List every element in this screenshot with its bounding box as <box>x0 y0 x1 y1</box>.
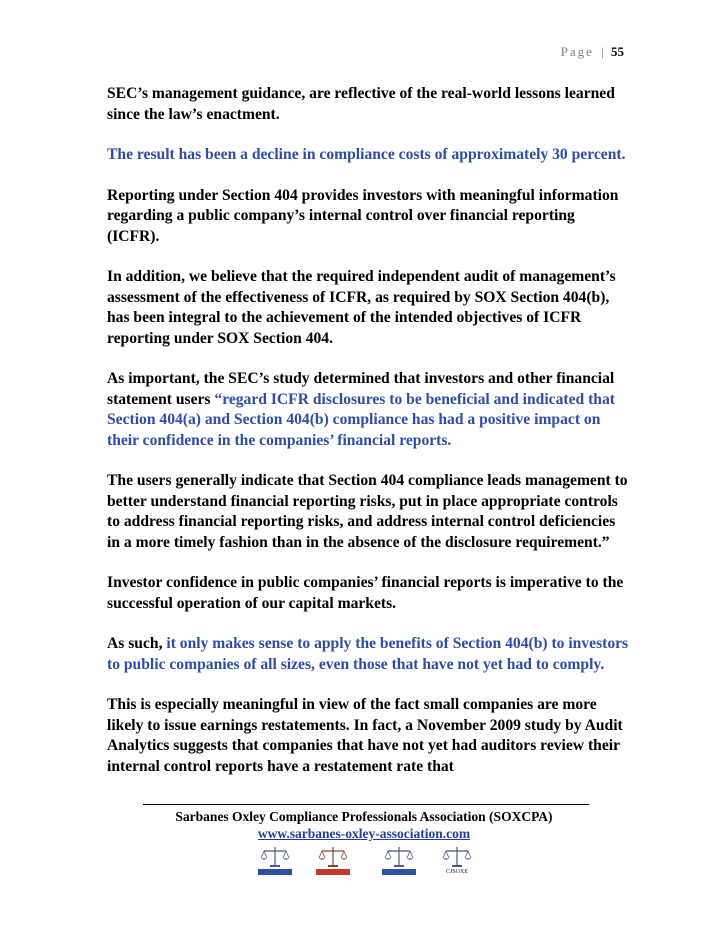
page-header <box>561 44 624 60</box>
page-label: Page <box>560 44 594 59</box>
body-paragraph <box>107 267 629 349</box>
body-paragraph <box>107 573 629 614</box>
paragraph-text: As important, the SEC’s study determined that investors and other financial statement users <box>107 370 615 408</box>
footer-organization: Sarbanes Oxley Compliance Professionals Association (SOXCPA) <box>175 809 553 824</box>
highlighted-text: The result has been a decline in compliance costs of approximately 30 percent. <box>107 146 626 163</box>
scales-icon <box>258 845 292 869</box>
body-paragraph <box>107 145 629 166</box>
page-separator: | <box>601 44 604 59</box>
scale-logo-3 <box>382 845 416 875</box>
paragraph-text: SEC’s management guidance, are reflective of the real-world lessons learned since the law’s enactment. <box>107 85 615 123</box>
scales-icon <box>382 845 416 869</box>
document-body <box>107 84 629 797</box>
body-paragraph <box>107 471 629 553</box>
logo-1-band <box>258 869 292 875</box>
paragraph-text: The users generally indicate that Section 404 compliance leads management to better understand financial reporting risks, put in place appropriate controls to address financial reporting risks, and address internal control deficiencies in a more timely fashion than in the absence of the disclosure requirement.” <box>107 472 628 551</box>
scale-logo-4 <box>440 845 474 875</box>
highlighted-text: it only makes sense to apply the benefits of Section 404(b) to investors to public companies of all sizes, even those that have not yet had to comply. <box>107 635 629 673</box>
scale-logo-2 <box>316 845 350 875</box>
scales-icon <box>440 845 474 869</box>
paragraph-text: This is especially meaningful in view of the fact small companies are more likely to issue earnings restatements. In fact, a November 2009 study by Audit Analytics suggests that companies that have not yet had auditors review their internal control reports have a restatement rate that <box>107 696 623 775</box>
logo-4-label: CJSOXE <box>445 869 468 875</box>
association-logos <box>250 845 480 877</box>
body-paragraph <box>107 634 629 675</box>
logo-2-band <box>316 869 350 875</box>
scale-logo-1 <box>258 845 292 875</box>
highlighted-text: “regard ICFR disclosures to be beneficial and indicated that Section 404(a) and Section 404(b) compliance has had a positive impact on their confidence in the companies’ financial reports. <box>107 390 615 449</box>
paragraph-text: As such, <box>107 635 167 652</box>
body-paragraph <box>107 695 629 777</box>
logo-3-band <box>382 869 416 875</box>
paragraph-text: In addition, we believe that the required independent audit of management’s assessment of the effectiveness of ICFR, as required by SOX Section 404(b), has been integral to the achievement of the intended objectives of ICFR reporting under SOX Section 404. <box>107 268 616 347</box>
body-paragraph <box>107 186 629 248</box>
paragraph-text: Reporting under Section 404 provides investors with meaningful information regarding a public company’s internal control over financial reporting (ICFR). <box>107 186 619 245</box>
page-number: 55 <box>611 44 624 59</box>
body-paragraph <box>107 84 629 125</box>
body-paragraph <box>107 369 629 451</box>
scales-icon <box>316 845 350 869</box>
footer-divider <box>143 804 589 805</box>
footer-website-link[interactable]: www.sarbanes-oxley-association.com <box>257 826 471 841</box>
paragraph-text: Investor confidence in public companies’ financial reports is imperative to the successful operation of our capital markets. <box>107 574 624 612</box>
